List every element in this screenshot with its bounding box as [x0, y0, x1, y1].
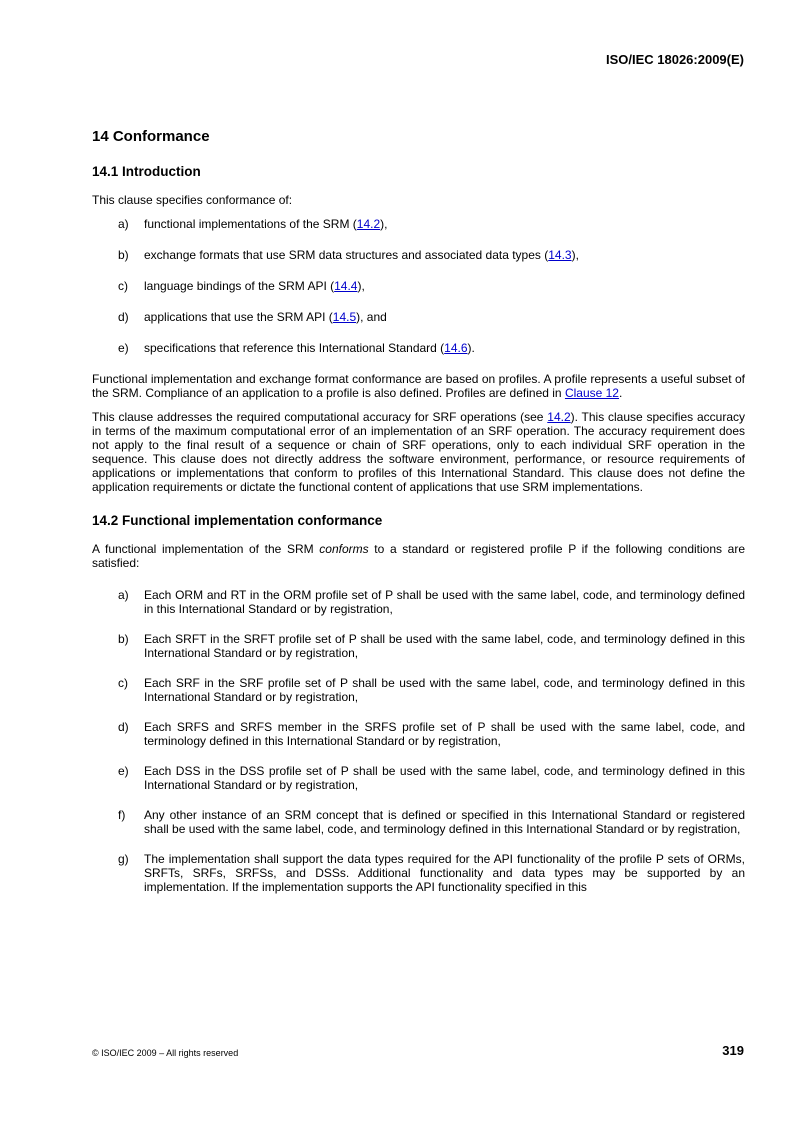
paragraph-text: to a standard or registered profile P if the following conditions are satisfied:: [92, 542, 745, 570]
list-item-text: Each SRFS and SRFS member in the SRFS profile set of P shall be used with the same label, code, and terminology defined in this International Standard or by registration,: [144, 720, 745, 748]
list-item: [92, 764, 745, 792]
list-item-text: functional implementations of the SRM (: [144, 217, 357, 231]
list-item-tail: ),: [571, 248, 579, 262]
subsection-heading-14-1: 14.1 Introduction: [92, 164, 201, 179]
list-item-text: Each SRF in the SRF profile set of P shall be used with the same label, code, and terminology defined in this International Standard or by registration,: [144, 676, 745, 704]
list-item: [92, 279, 745, 293]
list-item: [92, 720, 745, 748]
list-marker: e): [118, 764, 129, 778]
list-item: [92, 632, 745, 660]
list-item: [92, 808, 745, 836]
intro-lead: This clause specifies conformance of:: [92, 193, 293, 207]
cross-reference-link[interactable]: 14.2: [356, 217, 381, 231]
list-item: [92, 341, 745, 355]
paragraph-text: ). This clause specifies accuracy in terms of the maximum computational error of an implementation of an SRF operation. The accuracy requirement does not apply to the final result of a sequence or chain of SRF operations, only to each individual SRF operation in the sequence. This clause does not directly address the software environment, performance, or resource requirements of applications or implementations that conform to profiles of this International Standard. This clause does not define the application requirements or dictate the functional content of applications that use SRM implementations.: [92, 410, 745, 494]
page-content: [92, 128, 745, 910]
list-item-tail: ).: [467, 341, 475, 355]
list-item-tail: ), and: [356, 310, 387, 324]
list-marker: a): [118, 588, 129, 602]
paragraph-text: This clause addresses the required computational accuracy for SRF operations (see: [92, 410, 548, 424]
list-marker: b): [118, 632, 129, 646]
list-item-text: Any other instance of an SRM concept that is defined or specified in this International Standard or registered shall be used with the same label, code, and terminology defined in this International Standard or by registration,: [144, 808, 745, 836]
copyright-footer: © ISO/IEC 2009 – All rights reserved: [92, 1048, 239, 1058]
list-marker: a): [118, 217, 129, 231]
list-marker: e): [118, 341, 129, 355]
page-number: 319: [722, 1043, 744, 1058]
list-item: [92, 217, 745, 231]
list-marker: d): [118, 720, 129, 734]
cross-reference-link[interactable]: 14.3: [548, 248, 572, 262]
document-id-header: ISO/IEC 18026:2009(E): [605, 52, 744, 67]
list-item-text: exchange formats that use SRM data structures and associated data types (: [144, 248, 549, 262]
list-marker: f): [118, 808, 126, 822]
clause-link[interactable]: Clause 12: [564, 386, 619, 400]
cross-reference-link[interactable]: 14.4: [334, 279, 358, 293]
cross-reference-link[interactable]: 14.2: [547, 410, 571, 424]
list-item-text: Each ORM and RT in the ORM profile set of P shall be used with the same label, code, and terminology defined in this International Standard or by registration,: [144, 588, 745, 616]
list-item: [92, 852, 745, 894]
list-item-text: Each SRFT in the SRFT profile set of P shall be used with the same label, code, and terminology defined in this International Standard or by registration,: [144, 632, 745, 660]
list-item: [92, 310, 745, 324]
accuracy-paragraph: [92, 410, 745, 494]
conformance-conditions-list: [92, 588, 745, 894]
list-item-text: applications that use the SRM API (: [144, 310, 333, 324]
list-marker: c): [118, 279, 128, 293]
conformance-scope-list: [92, 217, 745, 355]
list-item-tail: ),: [380, 217, 388, 231]
list-item: [92, 248, 745, 262]
list-marker: b): [118, 248, 129, 262]
list-item: [92, 588, 745, 616]
list-marker: d): [118, 310, 129, 324]
profiles-paragraph: [92, 372, 745, 400]
paragraph-text: A functional implementation of the SRM: [92, 542, 320, 556]
paragraph-text: Functional implementation and exchange format conformance are based on profiles. A profile represents a useful subset of the SRM. Compliance of an application to a profile is also defined. Profiles are defined in: [92, 372, 745, 400]
list-item-text: The implementation shall support the data types required for the API functionality of the profile P sets of ORMs, SRFTs, SRFs, SRFSs, and DSSs. Additional functionality and data types may be supported by an implementation. If the implementation supports the API functionality specified in this: [144, 852, 745, 894]
paragraph-tail: .: [618, 386, 623, 400]
list-item-text: Each DSS in the DSS profile set of P shall be used with the same label, code, and terminology defined in this International Standard or by registration,: [144, 764, 745, 792]
list-item-text: language bindings of the SRM API (: [144, 279, 335, 293]
list-item-text: specifications that reference this International Standard (: [144, 341, 445, 355]
list-item-tail: ),: [357, 279, 365, 293]
list-marker: c): [118, 676, 128, 690]
cross-reference-link[interactable]: 14.6: [444, 341, 468, 355]
list-item: [92, 676, 745, 704]
list-marker: g): [118, 852, 129, 866]
emphasis-text: conforms: [319, 542, 369, 556]
cross-reference-link[interactable]: 14.5: [332, 310, 357, 324]
subsection-heading-14-2: 14.2 Functional implementation conformance: [92, 513, 383, 528]
functional-lead: [92, 542, 745, 570]
section-heading: 14 Conformance: [92, 128, 210, 145]
